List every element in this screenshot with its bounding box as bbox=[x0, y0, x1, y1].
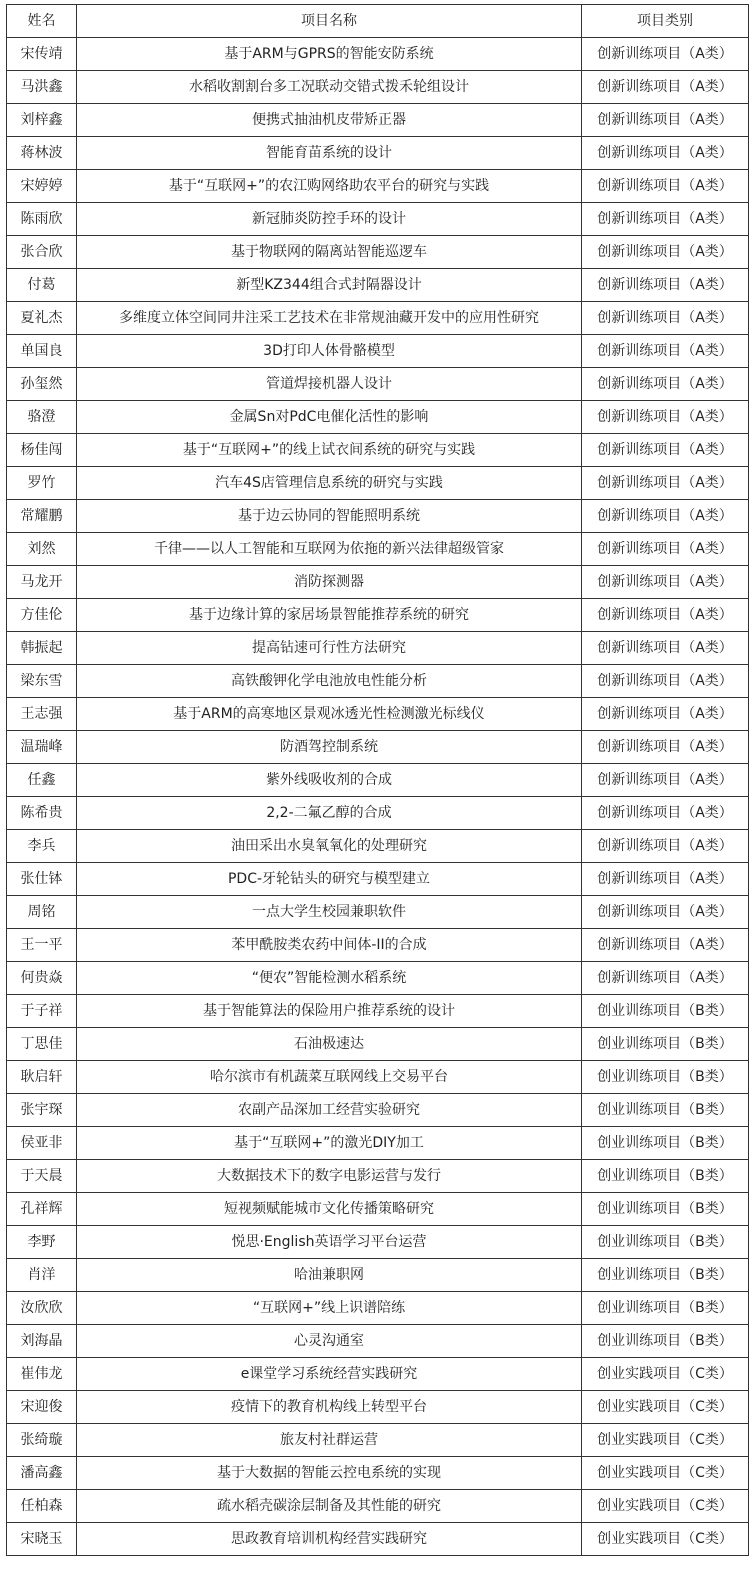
project-category-cell: 创业实践项目（C类） bbox=[582, 1457, 749, 1490]
project-title-cell: 大数据技术下的数字电影运营与发行 bbox=[77, 1160, 582, 1193]
table-row bbox=[7, 71, 749, 104]
table-row bbox=[7, 533, 749, 566]
student-name-cell: 王志强 bbox=[7, 698, 77, 731]
table-row bbox=[7, 137, 749, 170]
student-name-cell: 任柏森 bbox=[7, 1490, 77, 1523]
table-row bbox=[7, 1226, 749, 1259]
project-title-cell: 短视频赋能城市文化传播策略研究 bbox=[77, 1193, 582, 1226]
table-row bbox=[7, 764, 749, 797]
project-category-cell: 创新训练项目（A类） bbox=[582, 203, 749, 236]
student-name-cell: 耿启轩 bbox=[7, 1061, 77, 1094]
table-row bbox=[7, 1292, 749, 1325]
student-name-cell: 马龙开 bbox=[7, 566, 77, 599]
project-title-cell: 新型KZ344组合式封隔器设计 bbox=[77, 269, 582, 302]
student-name-cell: 周铭 bbox=[7, 896, 77, 929]
project-category-cell: 创新训练项目（A类） bbox=[582, 401, 749, 434]
project-category-cell: 创新训练项目（A类） bbox=[582, 566, 749, 599]
project-title-cell: 汽车4S店管理信息系统的研究与实践 bbox=[77, 467, 582, 500]
project-category-cell: 创新训练项目（A类） bbox=[582, 38, 749, 71]
project-title-cell: 防酒驾控制系统 bbox=[77, 731, 582, 764]
table-body bbox=[7, 38, 749, 1556]
table-row bbox=[7, 995, 749, 1028]
project-title-cell: 苯甲酰胺类农药中间体-II的合成 bbox=[77, 929, 582, 962]
project-category-cell: 创业训练项目（B类） bbox=[582, 1259, 749, 1292]
project-title-cell: 智能育苗系统的设计 bbox=[77, 137, 582, 170]
project-category-cell: 创业训练项目（B类） bbox=[582, 1094, 749, 1127]
project-category-cell: 创业训练项目（B类） bbox=[582, 1028, 749, 1061]
table-row bbox=[7, 401, 749, 434]
header-project-category: 项目类别 bbox=[582, 5, 749, 38]
student-name-cell: 任鑫 bbox=[7, 764, 77, 797]
table-row bbox=[7, 1127, 749, 1160]
table-row bbox=[7, 1061, 749, 1094]
project-category-cell: 创新训练项目（A类） bbox=[582, 599, 749, 632]
project-category-cell: 创业实践项目（C类） bbox=[582, 1490, 749, 1523]
project-title-cell: 千律——以人工智能和互联网为依拖的新兴法律超级管家 bbox=[77, 533, 582, 566]
student-name-cell: 李野 bbox=[7, 1226, 77, 1259]
project-category-cell: 创新训练项目（A类） bbox=[582, 236, 749, 269]
student-name-cell: 于天晨 bbox=[7, 1160, 77, 1193]
project-title-cell: 高铁酸钾化学电池放电性能分析 bbox=[77, 665, 582, 698]
table-row bbox=[7, 170, 749, 203]
project-category-cell: 创新训练项目（A类） bbox=[582, 269, 749, 302]
student-name-cell: 肖洋 bbox=[7, 1259, 77, 1292]
project-category-cell: 创业训练项目（B类） bbox=[582, 1127, 749, 1160]
student-name-cell: 温瑞峰 bbox=[7, 731, 77, 764]
project-category-cell: 创业训练项目（B类） bbox=[582, 995, 749, 1028]
table-row bbox=[7, 1490, 749, 1523]
student-name-cell: 刘梓鑫 bbox=[7, 104, 77, 137]
student-name-cell: 单国良 bbox=[7, 335, 77, 368]
table-row bbox=[7, 500, 749, 533]
project-category-cell: 创新训练项目（A类） bbox=[582, 698, 749, 731]
project-category-cell: 创业训练项目（B类） bbox=[582, 1325, 749, 1358]
table-row bbox=[7, 335, 749, 368]
student-name-cell: 张宇琛 bbox=[7, 1094, 77, 1127]
table-row bbox=[7, 269, 749, 302]
project-category-cell: 创新训练项目（A类） bbox=[582, 830, 749, 863]
project-category-cell: 创新训练项目（A类） bbox=[582, 335, 749, 368]
table-row bbox=[7, 962, 749, 995]
project-category-cell: 创新训练项目（A类） bbox=[582, 533, 749, 566]
project-category-cell: 创新训练项目（A类） bbox=[582, 170, 749, 203]
table-row bbox=[7, 1391, 749, 1424]
project-category-cell: 创业训练项目（B类） bbox=[582, 1160, 749, 1193]
project-title-cell: 基于“互联网+”的农江购网络助农平台的研究与实践 bbox=[77, 170, 582, 203]
project-category-cell: 创新训练项目（A类） bbox=[582, 500, 749, 533]
project-title-cell: 基于ARM的高寒地区景观冰透光性检测激光标线仪 bbox=[77, 698, 582, 731]
project-title-cell: 2,2-二氟乙醇的合成 bbox=[77, 797, 582, 830]
student-name-cell: 陈希贵 bbox=[7, 797, 77, 830]
student-name-cell: 于子祥 bbox=[7, 995, 77, 1028]
table-row bbox=[7, 1193, 749, 1226]
project-title-cell: 基于边云协同的智能照明系统 bbox=[77, 500, 582, 533]
student-name-cell: 宋晓玉 bbox=[7, 1523, 77, 1556]
student-name-cell: 梁东雪 bbox=[7, 665, 77, 698]
project-category-cell: 创新训练项目（A类） bbox=[582, 434, 749, 467]
project-title-cell: 悦思·English英语学习平台运营 bbox=[77, 1226, 582, 1259]
project-title-cell: 基于“互联网+”的线上试衣间系统的研究与实践 bbox=[77, 434, 582, 467]
student-name-cell: 陈雨欣 bbox=[7, 203, 77, 236]
project-title-cell: 油田采出水臭氧氧化的处理研究 bbox=[77, 830, 582, 863]
student-name-cell: 付葛 bbox=[7, 269, 77, 302]
project-category-cell: 创业训练项目（B类） bbox=[582, 1292, 749, 1325]
project-title-cell: e课堂学习系统经营实践研究 bbox=[77, 1358, 582, 1391]
student-name-cell: 罗竹 bbox=[7, 467, 77, 500]
project-title-cell: 新冠肺炎防控手环的设计 bbox=[77, 203, 582, 236]
project-title-cell: 哈尔滨市有机蔬菜互联网线上交易平台 bbox=[77, 1061, 582, 1094]
project-title-cell: 3D打印人体骨骼模型 bbox=[77, 335, 582, 368]
table-row bbox=[7, 38, 749, 71]
table-header bbox=[7, 5, 749, 38]
project-category-cell: 创新训练项目（A类） bbox=[582, 368, 749, 401]
project-category-cell: 创业实践项目（C类） bbox=[582, 1424, 749, 1457]
project-category-cell: 创业训练项目（B类） bbox=[582, 1193, 749, 1226]
table-row bbox=[7, 104, 749, 137]
table-row bbox=[7, 203, 749, 236]
table-row bbox=[7, 302, 749, 335]
project-title-cell: 农副产品深加工经营实验研究 bbox=[77, 1094, 582, 1127]
table-row bbox=[7, 896, 749, 929]
project-title-cell: 基于“互联网+”的激光DIY加工 bbox=[77, 1127, 582, 1160]
student-name-cell: 丁思佳 bbox=[7, 1028, 77, 1061]
project-category-cell: 创新训练项目（A类） bbox=[582, 632, 749, 665]
student-name-cell: 杨佳闯 bbox=[7, 434, 77, 467]
table-row bbox=[7, 1160, 749, 1193]
project-title-cell: “便农”智能检测水稻系统 bbox=[77, 962, 582, 995]
project-category-cell: 创业训练项目（B类） bbox=[582, 1061, 749, 1094]
student-name-cell: 孙玺然 bbox=[7, 368, 77, 401]
project-category-cell: 创业训练项目（B类） bbox=[582, 1226, 749, 1259]
project-title-cell: 疏水稻壳碳涂层制备及其性能的研究 bbox=[77, 1490, 582, 1523]
student-name-cell: 李兵 bbox=[7, 830, 77, 863]
project-category-cell: 创业实践项目（C类） bbox=[582, 1523, 749, 1556]
table-row bbox=[7, 929, 749, 962]
student-name-cell: 张绮璇 bbox=[7, 1424, 77, 1457]
table-row bbox=[7, 467, 749, 500]
project-title-cell: 石油极速达 bbox=[77, 1028, 582, 1061]
table-row bbox=[7, 1259, 749, 1292]
project-title-cell: 紫外线吸收剂的合成 bbox=[77, 764, 582, 797]
project-title-cell: 基于智能算法的保险用户推荐系统的设计 bbox=[77, 995, 582, 1028]
header-row bbox=[7, 5, 749, 38]
project-category-cell: 创业实践项目（C类） bbox=[582, 1358, 749, 1391]
student-name-cell: 宋婷婷 bbox=[7, 170, 77, 203]
project-category-cell: 创新训练项目（A类） bbox=[582, 71, 749, 104]
table-row bbox=[7, 368, 749, 401]
student-name-cell: 刘然 bbox=[7, 533, 77, 566]
student-name-cell: 何贵焱 bbox=[7, 962, 77, 995]
student-name-cell: 侯亚非 bbox=[7, 1127, 77, 1160]
project-title-cell: 哈油兼职网 bbox=[77, 1259, 582, 1292]
project-title-cell: 消防探测器 bbox=[77, 566, 582, 599]
project-title-cell: 思政教育培训机构经营实践研究 bbox=[77, 1523, 582, 1556]
project-category-cell: 创新训练项目（A类） bbox=[582, 896, 749, 929]
project-title-cell: 基于大数据的智能云控电系统的实现 bbox=[77, 1457, 582, 1490]
project-title-cell: 多维度立体空间同井注采工艺技术在非常规油藏开发中的应用性研究 bbox=[77, 302, 582, 335]
project-title-cell: 疫情下的教育机构线上转型平台 bbox=[77, 1391, 582, 1424]
project-title-cell: 管道焊接机器人设计 bbox=[77, 368, 582, 401]
student-name-cell: 宋传靖 bbox=[7, 38, 77, 71]
student-name-cell: 潘高鑫 bbox=[7, 1457, 77, 1490]
table-row bbox=[7, 797, 749, 830]
student-name-cell: 崔伟龙 bbox=[7, 1358, 77, 1391]
project-category-cell: 创新训练项目（A类） bbox=[582, 863, 749, 896]
student-name-cell: 王一平 bbox=[7, 929, 77, 962]
project-title-cell: 金属Sn对PdC电催化活性的影响 bbox=[77, 401, 582, 434]
table-row bbox=[7, 665, 749, 698]
project-category-cell: 创新训练项目（A类） bbox=[582, 797, 749, 830]
table-row bbox=[7, 863, 749, 896]
table-row bbox=[7, 1358, 749, 1391]
project-category-cell: 创新训练项目（A类） bbox=[582, 929, 749, 962]
table-row bbox=[7, 1424, 749, 1457]
student-name-cell: 常耀鹏 bbox=[7, 500, 77, 533]
header-name: 姓名 bbox=[7, 5, 77, 38]
project-title-cell: 基于物联网的隔离站智能巡逻车 bbox=[77, 236, 582, 269]
project-category-cell: 创新训练项目（A类） bbox=[582, 104, 749, 137]
table-row bbox=[7, 632, 749, 665]
student-name-cell: 马洪鑫 bbox=[7, 71, 77, 104]
table-row bbox=[7, 1325, 749, 1358]
student-name-cell: 蒋林波 bbox=[7, 137, 77, 170]
project-title-cell: PDC-牙轮钻头的研究与模型建立 bbox=[77, 863, 582, 896]
project-title-cell: 提高钻速可行性方法研究 bbox=[77, 632, 582, 665]
project-category-cell: 创新训练项目（A类） bbox=[582, 665, 749, 698]
table-row bbox=[7, 731, 749, 764]
table-row bbox=[7, 566, 749, 599]
project-category-cell: 创新训练项目（A类） bbox=[582, 137, 749, 170]
table-row bbox=[7, 434, 749, 467]
table-row bbox=[7, 236, 749, 269]
student-name-cell: 韩振起 bbox=[7, 632, 77, 665]
project-title-cell: 旅友村社群运营 bbox=[77, 1424, 582, 1457]
table-row bbox=[7, 599, 749, 632]
project-title-cell: 基于边缘计算的家居场景智能推荐系统的研究 bbox=[77, 599, 582, 632]
student-name-cell: 汝欣欣 bbox=[7, 1292, 77, 1325]
student-name-cell: 张合欣 bbox=[7, 236, 77, 269]
student-name-cell: 张仕钵 bbox=[7, 863, 77, 896]
student-name-cell: 夏礼杰 bbox=[7, 302, 77, 335]
table-row bbox=[7, 1457, 749, 1490]
project-category-cell: 创业实践项目（C类） bbox=[582, 1391, 749, 1424]
project-title-cell: 便携式抽油机皮带矫正器 bbox=[77, 104, 582, 137]
student-name-cell: 宋迎俊 bbox=[7, 1391, 77, 1424]
project-category-cell: 创新训练项目（A类） bbox=[582, 467, 749, 500]
project-title-cell: 一点大学生校园兼职软件 bbox=[77, 896, 582, 929]
project-title-cell: 心灵沟通室 bbox=[77, 1325, 582, 1358]
project-category-cell: 创新训练项目（A类） bbox=[582, 302, 749, 335]
project-table bbox=[6, 4, 749, 1556]
table-row bbox=[7, 830, 749, 863]
project-category-cell: 创新训练项目（A类） bbox=[582, 962, 749, 995]
student-name-cell: 刘海晶 bbox=[7, 1325, 77, 1358]
project-title-cell: “互联网+”线上识谱陪练 bbox=[77, 1292, 582, 1325]
student-name-cell: 骆澄 bbox=[7, 401, 77, 434]
header-project-title: 项目名称 bbox=[77, 5, 582, 38]
student-name-cell: 方佳伦 bbox=[7, 599, 77, 632]
project-title-cell: 水稻收割割台多工况联动交错式拨禾轮组设计 bbox=[77, 71, 582, 104]
table-row bbox=[7, 698, 749, 731]
table-row bbox=[7, 1523, 749, 1556]
table-row bbox=[7, 1094, 749, 1127]
student-name-cell: 孔祥辉 bbox=[7, 1193, 77, 1226]
table-row bbox=[7, 1028, 749, 1061]
project-title-cell: 基于ARM与GPRS的智能安防系统 bbox=[77, 38, 582, 71]
project-category-cell: 创新训练项目（A类） bbox=[582, 731, 749, 764]
project-category-cell: 创新训练项目（A类） bbox=[582, 764, 749, 797]
